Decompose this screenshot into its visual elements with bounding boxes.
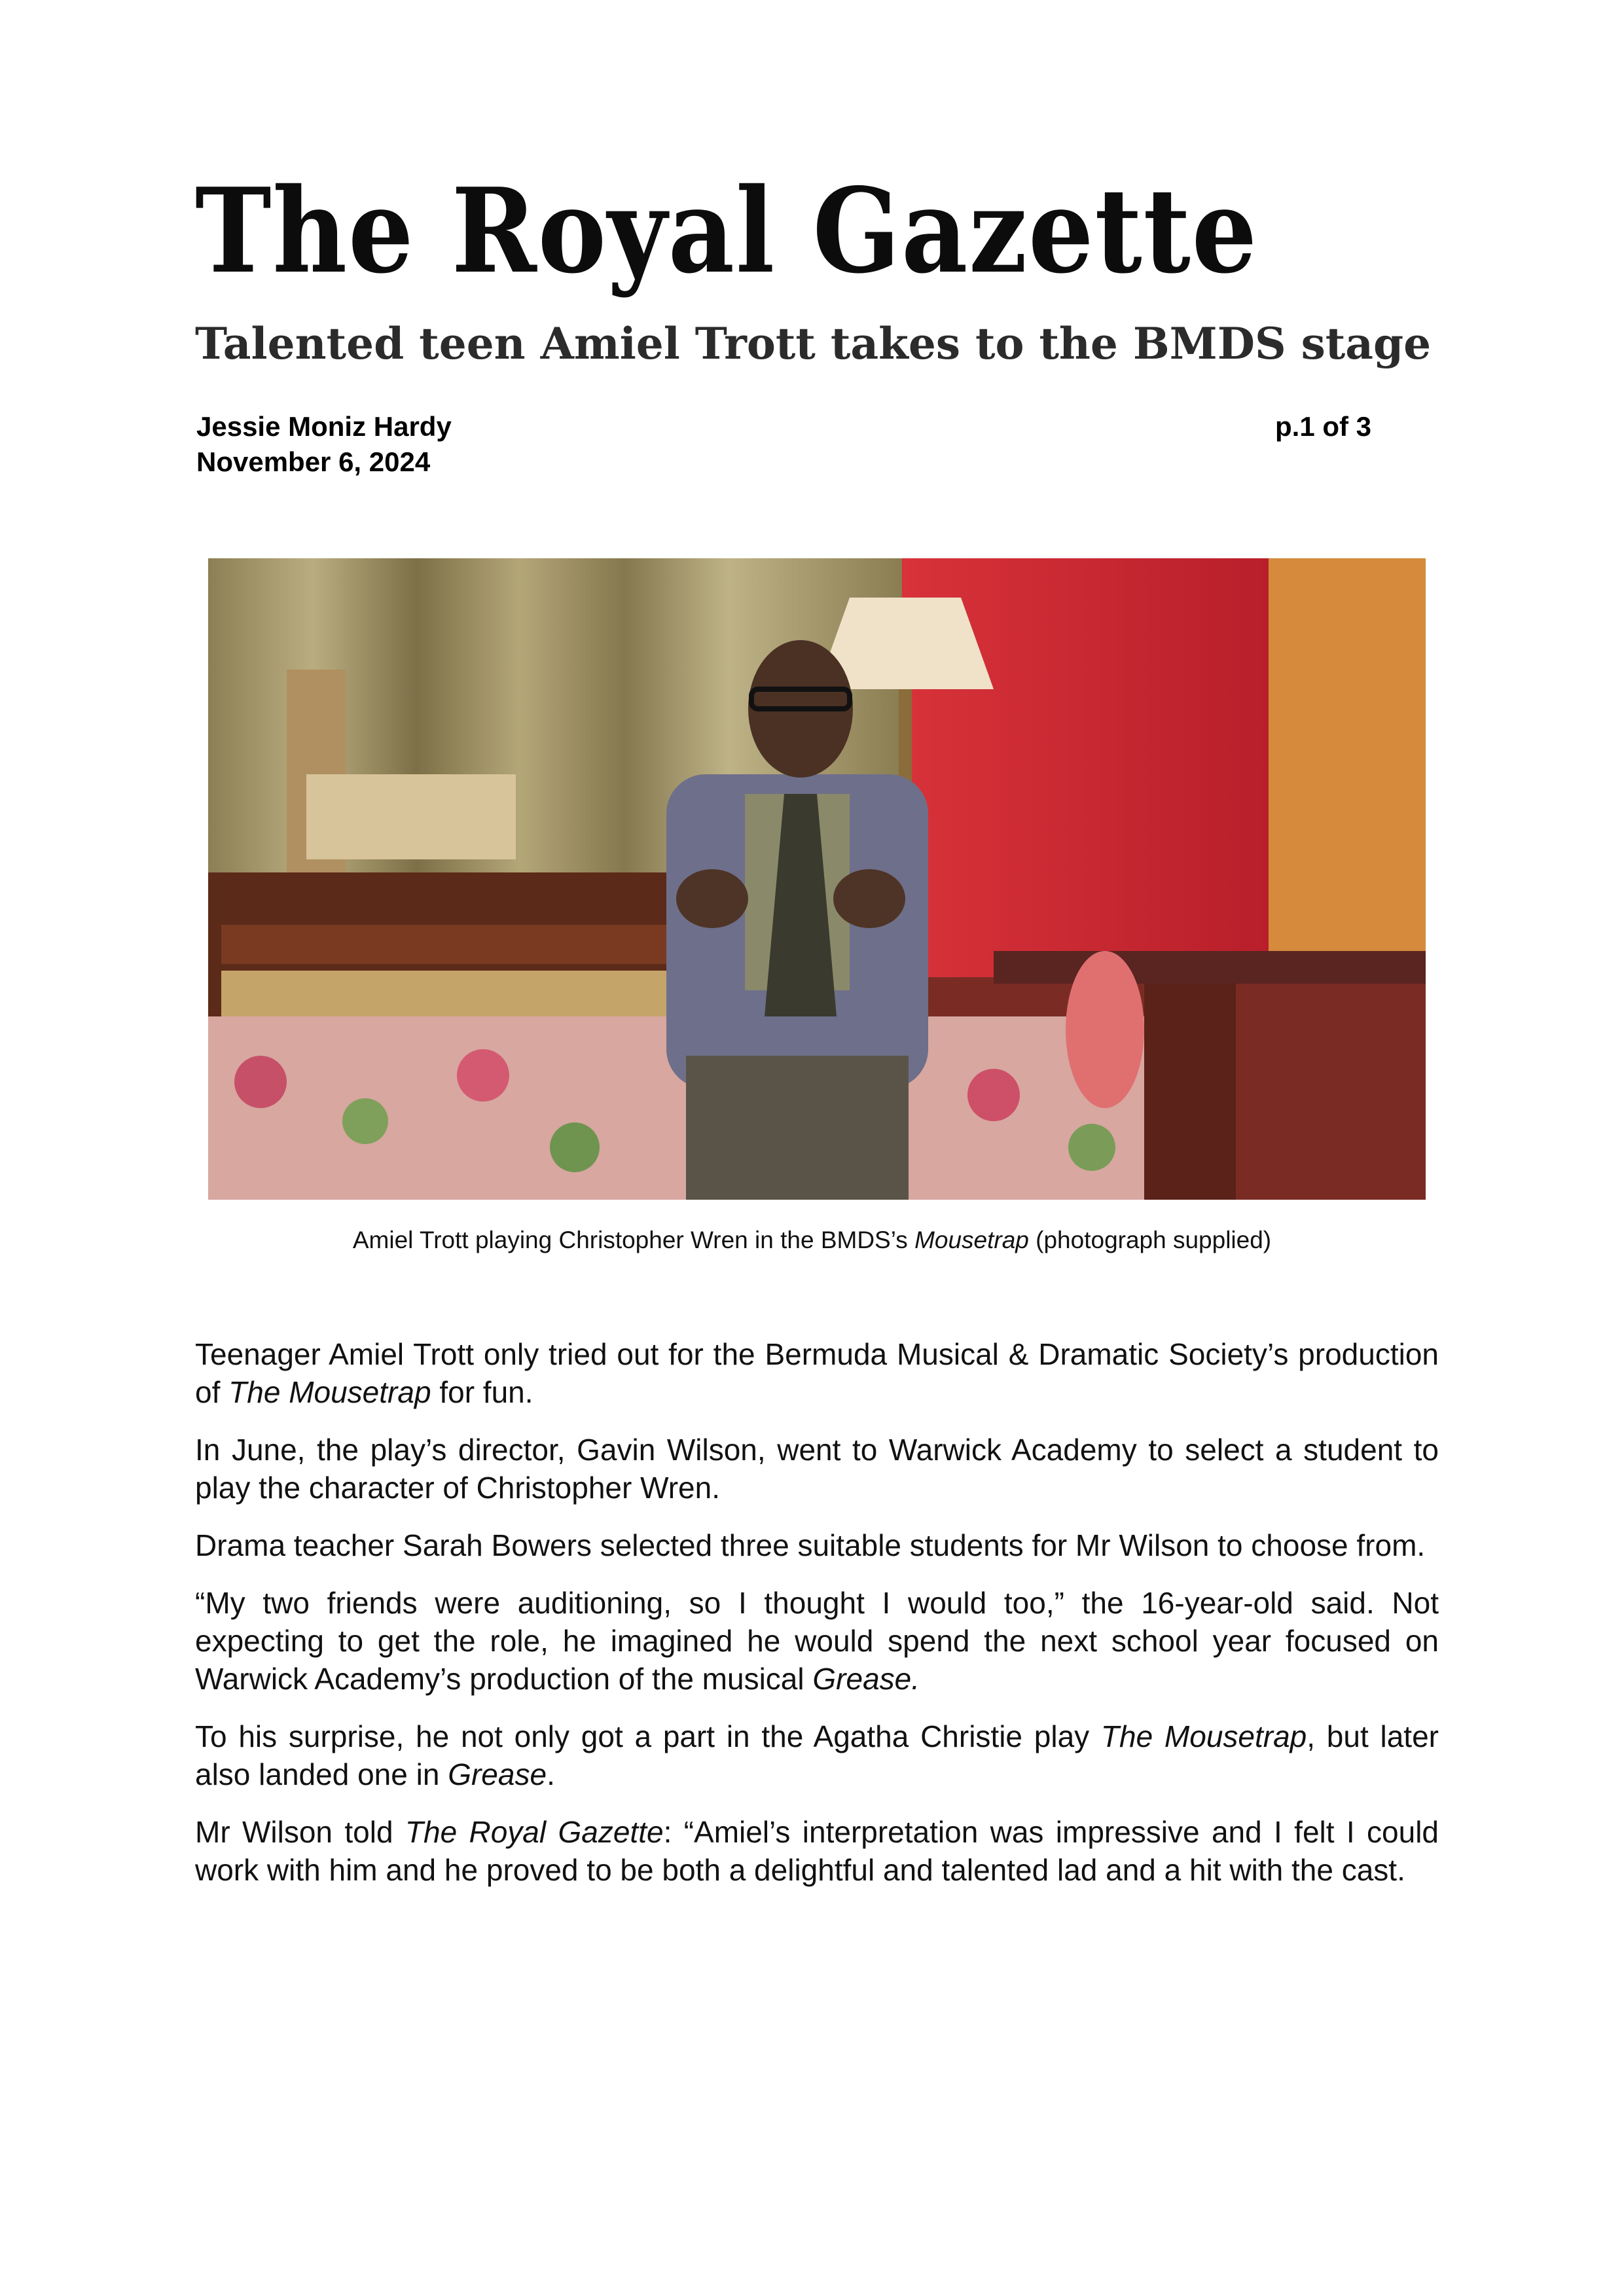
article-photo bbox=[208, 558, 1426, 1200]
caption-credit: (photograph supplied) bbox=[1028, 1227, 1272, 1253]
byline-block bbox=[196, 409, 452, 480]
photo-caption bbox=[0, 1224, 1624, 1257]
caption-text: Amiel Trott playing Christopher Wren in the BMDS’s bbox=[352, 1227, 915, 1253]
paragraph-3: Drama teacher Sarah Bowers selected three suitable students for Mr Wilson to choose from. bbox=[195, 1528, 1426, 1562]
paragraph-5: To his surprise, he not only got a part in the Agatha Christie play The Mousetrap, but later also landed one in Grease. bbox=[195, 1719, 1439, 1791]
page-indicator: p.1 of 3 bbox=[1275, 411, 1372, 442]
headline: Talented teen Amiel Trott takes to the BMDS stage bbox=[195, 318, 1432, 369]
paragraph-1: Teenager Amiel Trott only tried out for the Bermuda Musical & Dramatic Society’s production of The Mousetrap for fun. bbox=[195, 1337, 1439, 1409]
masthead-logo: The Royal Gazette bbox=[195, 162, 1259, 299]
caption-play-title: Mousetrap bbox=[914, 1227, 1029, 1253]
paragraph-2: In June, the play’s director, Gavin Wilson, went to Warwick Academy to select a student to play the character of Christopher Wren. bbox=[195, 1433, 1439, 1505]
publish-date: November 6, 2024 bbox=[196, 446, 431, 477]
paragraph-4: “My two friends were auditioning, so I thought I would too,” the 16-year-old said. Not expecting to get the role, he imagined he would spend the next school year focused on Warwick Academy’s production of the musical Grease. bbox=[195, 1586, 1439, 1696]
paragraph-6: Mr Wilson told The Royal Gazette: “Amiel’s interpretation was impressive and I felt I could work with him and he proved to be both a delightful and talented lad and a hit with the cast. bbox=[195, 1815, 1439, 1887]
article-body bbox=[195, 1335, 1439, 1909]
author: Jessie Moniz Hardy bbox=[196, 411, 452, 442]
